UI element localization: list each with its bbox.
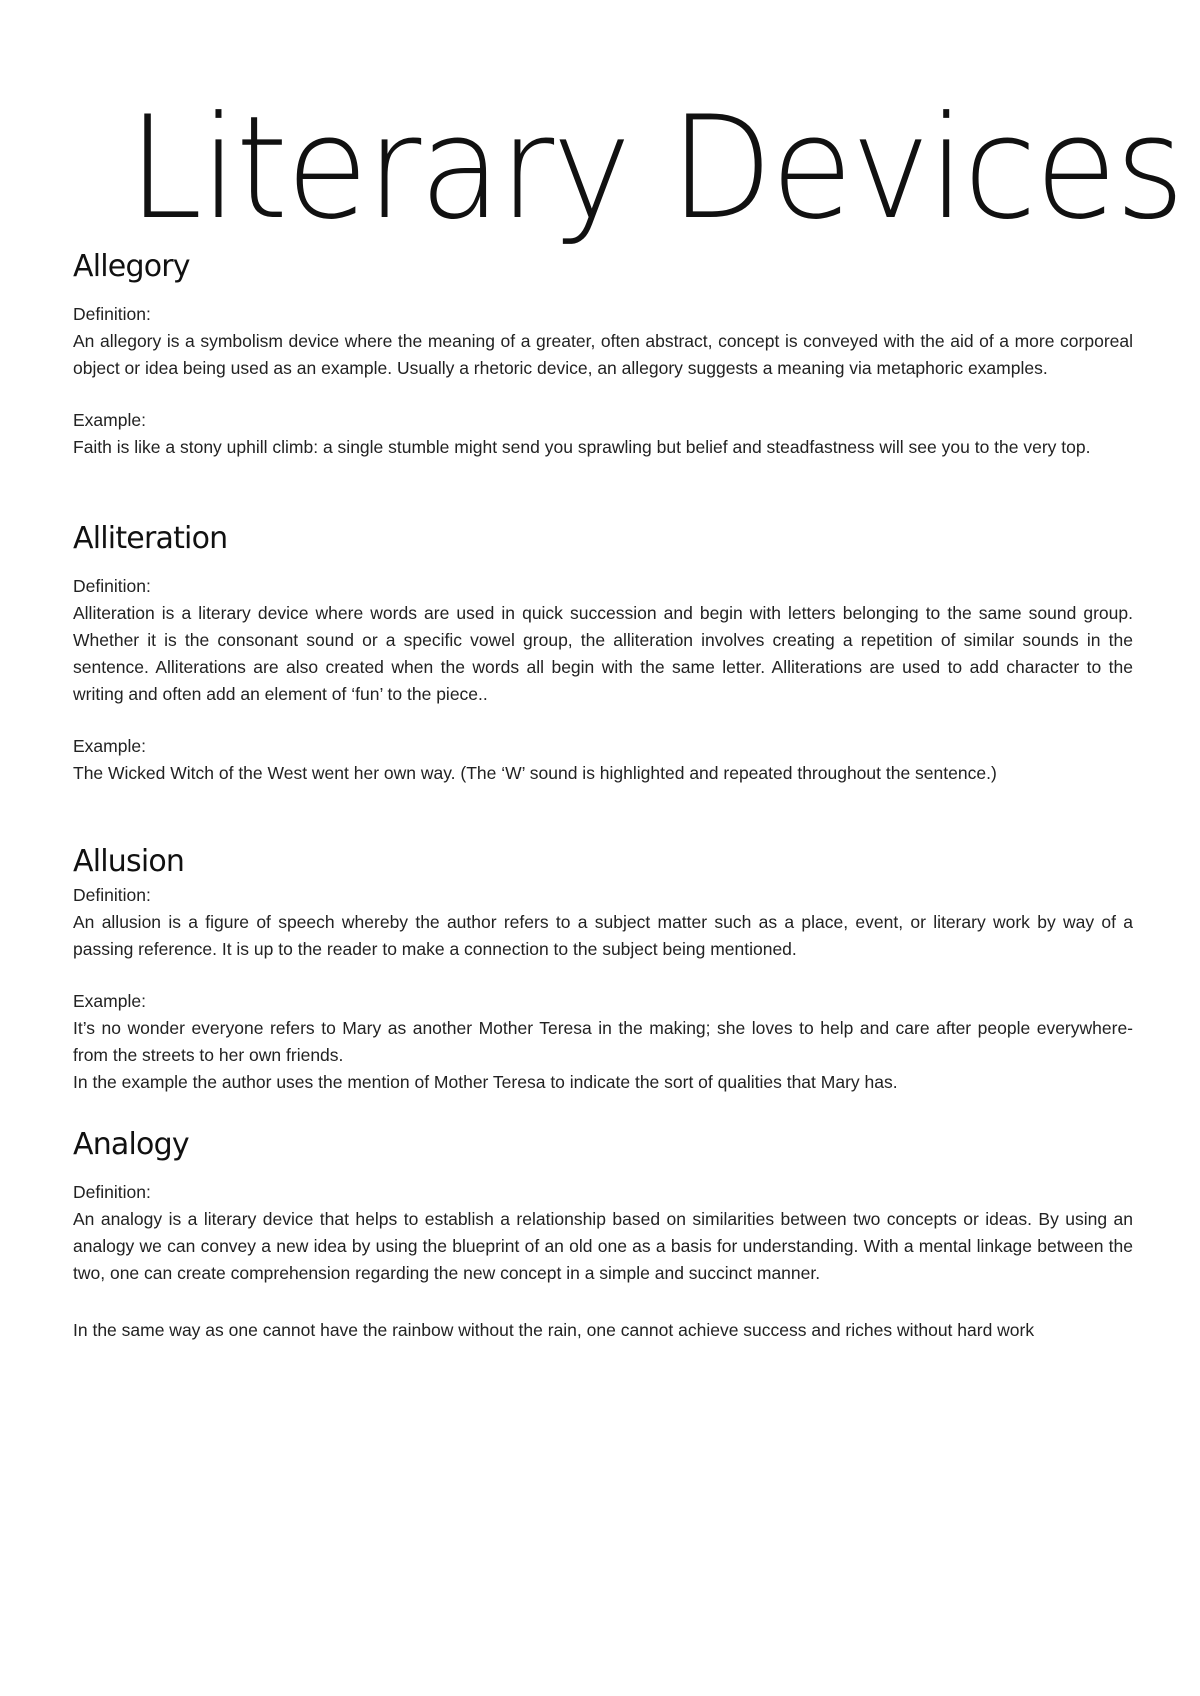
example-label: Example: <box>73 991 146 1011</box>
example-text: In the same way as one cannot have the rainbow without the rain, one cannot achieve success and riches without hard work <box>73 1320 1035 1340</box>
example-label: Example: <box>73 736 146 756</box>
definition-text: Alliteration is a literary device where words are used in quick succession and begin with letters belonging to the same sound group. Whether it is the consonant sound or a specific vowel group, the alliteration involves creating a repetition of similar sounds in the sentence. Alliterations are also created when the words all begin with the same letter. Alliterations are used to add character to the writing and often add an element of ‘fun’ to the piece.. <box>73 603 1133 704</box>
definition-label: Definition: <box>73 576 151 596</box>
definition-label: Definition: <box>73 304 151 324</box>
example-label: Example: <box>73 410 146 430</box>
example-text: The Wicked Witch of the West went her own way. (The ‘W’ sound is highlighted and repeated throughout the sentence.) <box>73 763 997 783</box>
definition-label: Definition: <box>73 885 151 905</box>
section-heading: Alliteration <box>73 521 228 556</box>
section-heading: Allegory <box>73 249 190 284</box>
definition-text: An allegory is a symbolism device where the meaning of a greater, often abstract, concept is conveyed with the aid of a more corporeal object or idea being used as an example. Usually a rhetoric device, an allegory suggests a meaning via metaphoric examples. <box>73 331 1133 378</box>
section-allegory <box>73 247 1133 461</box>
section-heading: Allusion <box>73 844 185 879</box>
definition-text: An analogy is a literary device that helps to establish a relationship based on similarities between two concepts or ideas. By using an analogy we can convey a new idea by using the blueprint of an old one as a basis for understanding. With a mental linkage between the two, one can create comprehension regarding the new concept in a simple and succinct manner. <box>73 1209 1133 1283</box>
section-heading: Analogy <box>73 1127 189 1162</box>
document-page <box>73 0 1183 1696</box>
page-title: Literary Devices <box>128 86 1183 251</box>
example-note: In the example the author uses the mention of Mother Teresa to indicate the sort of qualities that Mary has. <box>73 1072 898 1092</box>
definition-text: An allusion is a figure of speech whereby the author refers to a subject matter such as a place, event, or literary work by way of a passing reference. It is up to the reader to make a connection to the subject being mentioned. <box>73 912 1133 959</box>
definition-label: Definition: <box>73 1182 151 1202</box>
section-analogy <box>73 1125 1133 1344</box>
section-allusion <box>73 842 1133 1096</box>
example-text: It’s no wonder everyone refers to Mary as another Mother Teresa in the making; she loves to help and care after people everywhere- from the streets to her own friends. <box>73 1018 1133 1065</box>
section-alliteration <box>73 519 1133 787</box>
example-text: Faith is like a stony uphill climb: a single stumble might send you sprawling but belief and steadfastness will see you to the very top. <box>73 437 1091 457</box>
